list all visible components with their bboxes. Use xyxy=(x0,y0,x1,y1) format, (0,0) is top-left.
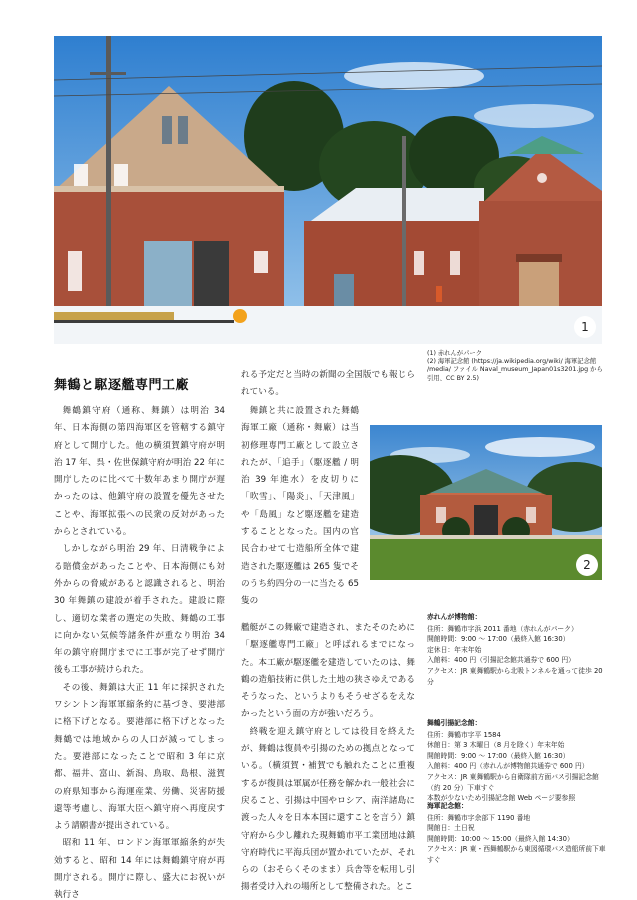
info-row: 開館日：土日祝 xyxy=(427,824,475,833)
info-navy-memorial-hall xyxy=(427,801,607,866)
photo-number-badge: 2 xyxy=(576,554,598,576)
paragraph: 昭和 11 年、ロンドン海軍軍縮条約が失効すると、昭和 14 年には舞鶴鎮守府が再開庁される。開庁に際し、盛大にお祝いが執行さ xyxy=(54,838,225,900)
body-column-2-top xyxy=(241,367,415,402)
body-column-2-bottom xyxy=(241,620,415,897)
photo-number-badge: 1 xyxy=(574,316,596,338)
paragraph: 終戦を迎え鎮守府としては役目を終えたが、舞鶴は復員や引揚のための拠点となっている。（横須賀・補賀でも触れたことに重複するが復員は軍属が任務を解かれ一般社会に戻ること、引揚は中国やロシア、南洋諸島に渡った人々を日本本国に還すことを言う）鎮守府から少し離れた現舞鶴市平工業団地は鎮守府時代に平海兵団が置かれていたが、それらの（おそらくそのまま）兵舎等を転用し引揚者受け入れの場所として整備された。とこ xyxy=(241,726,415,893)
info-row: アクセス：JR 東舞鶴駅から北吸トンネルを通って徒歩 20 分 xyxy=(427,666,603,686)
body-column-2-middle xyxy=(241,403,359,611)
info-title: 舞鶴引揚記念館： xyxy=(427,719,482,727)
info-row: 定休日：年末年始 xyxy=(427,645,482,654)
info-row: 開館時間：9:00 ～ 17:00（最終入館 16:30） xyxy=(427,751,570,760)
info-row: アクセス：JR 東舞鶴駅から自衛隊前方面バス引揚記念館（約 20 分）下車すぐ xyxy=(427,772,599,792)
paragraph: しかしながら明治 29 年、日清戦争による賠償金があったことや、日本海側にも対外からの脅威があると認識されると、明治 30 年舞鎮の建設が着手された。建設に際し、適切な業者の選定の失敗、舞鶴の工事に向かない気候等諸条件が重なり明治 34 年の鎮守府開庁までに工事が完了せず開庁後も工事が続けられた。 xyxy=(54,544,225,676)
info-row: 入館料：400 円（引揚記念館共通券で 600 円） xyxy=(427,656,575,665)
memorial-hall-illustration xyxy=(370,425,602,580)
info-row: 休館日：第 3 木曜日（8 月を除く）年末年始 xyxy=(427,741,565,750)
paragraph: れる予定だと当時の新聞の全国版でも報じられている。 xyxy=(241,370,415,398)
info-red-brick-museum xyxy=(427,612,607,687)
body-column-1 xyxy=(54,403,225,900)
info-row: 住所：舞鶴市字平 1584 xyxy=(427,730,501,739)
info-row: 開館時間：10:00 ～ 15:00（最終入館 14:30） xyxy=(427,834,574,843)
paragraph: 舞鶴鎮守府（通称、舞鎮）は明治 34 年、日本海側の第四海軍区を管轄する鎮守府として開庁した。他の横須賀鎮守府が明治 17 年、呉・佐世保鎮守府が明治 22 年に開庁したのに比べて十数年あまり開庁が遅かったのは、他鎮守府の設置を優先させたことや、海軍拡張への民衆の反対があったからとされている。 xyxy=(54,406,225,538)
info-title: 海軍記念館： xyxy=(427,802,468,810)
paragraph: その後、舞鎮は大正 11 年に採択されたワシントン海軍軍縮条約に基づき、要港部に格下げとなる。要港部に格下げとなった舞鶴では地域からの人口が減ってしまった。要港部になったことで昭和 3 年に京都、福井、富山、新潟、鳥取、島根、滋賀の府県知事から海運産業、労働、災害防援還等考慮し、海軍大臣へ鎮守府へ再度戻すよう請願書が提出されている。 xyxy=(54,682,225,832)
info-row: 開館時間：9:00 ～ 17:00（最終入館 16:30） xyxy=(427,635,570,644)
credit-line: (2) 海軍記念館 (https://ja.wikipedia.org/wiki/ 海軍記念館 /media/ ファイル Naval_museum_Japan01s3201.jpg から引用、CC BY 2.5) xyxy=(427,358,603,382)
credit-line: (1) 赤れんがパーク xyxy=(427,350,482,357)
info-row: 住所：舞鶴市字浜 2011 番地（赤れんがパーク） xyxy=(427,624,578,633)
photo-red-brick-warehouses xyxy=(54,36,602,344)
info-row: 住所：舞鶴市字余部下 1190 番地 xyxy=(427,813,531,822)
photo-credits xyxy=(427,350,607,383)
info-row: 本数が少ないため引揚記念館 Web ページ要参照 xyxy=(427,794,576,803)
paragraph: 舞鎮と共に設置された舞鶴海軍工廠（通称・舞廠）は当初修理専門工廠として設立されたが、「追手」（駆逐艦 / 明治 39 年進水）を皮切りに「吹雪」、「陽炎」、「天津風」や「島風」など駆逐艦を建造することとなった。国内の官民合わせて七造船所全体で建造された駆逐艦は 265 隻でそのうち約四分の一に当たる 65 隻の xyxy=(241,406,359,607)
paragraph: 艦艇がこの舞廠で建造され、またそのために「駆逐艦専門工廠」と呼ばれるまでになった。本工廠が駆逐艦を建造していたのは、舞鶴の造船技術に供した土地の狭さゆえであるそうなった、というよりもそうせざるをえなかったという面の方が強いだろう。 xyxy=(241,623,415,720)
info-repatriation-museum xyxy=(427,718,607,804)
article-title: 舞鶴と駆逐艦専門工廠 xyxy=(54,378,190,393)
info-row: アクセス：JR 東・西舞鶴駅から東図循環バス造船所前下車すぐ xyxy=(427,845,606,864)
photo-memorial-hall xyxy=(370,425,602,580)
info-title: 赤れんが博物館： xyxy=(427,613,482,621)
warehouse-illustration xyxy=(54,36,602,344)
info-row: 入館料：400 円（赤れんが博物館共通券で 600 円） xyxy=(427,762,589,771)
